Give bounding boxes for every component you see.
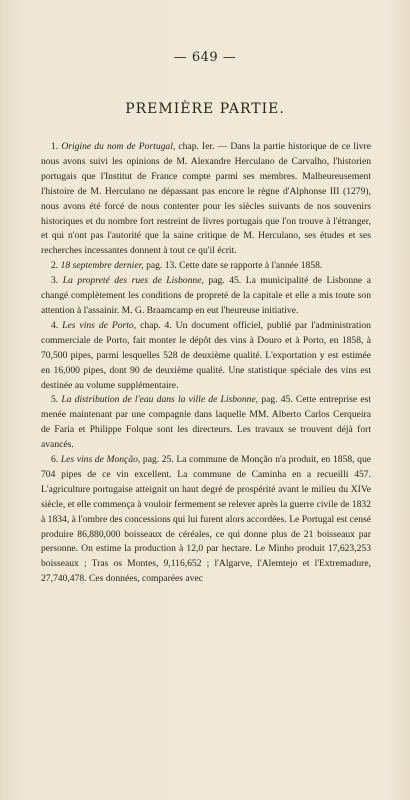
note-title: La propreté des rues de Lisbonne, bbox=[62, 275, 204, 287]
note-3 bbox=[41, 274, 371, 319]
note-number: 4. bbox=[51, 319, 59, 331]
note-5 bbox=[41, 393, 371, 453]
note-2 bbox=[41, 259, 371, 274]
note-title: Les vins de Monção, bbox=[60, 454, 141, 466]
note-number: 1. bbox=[51, 141, 59, 152]
note-title: Les vins de Porto, bbox=[62, 319, 137, 331]
note-1 bbox=[41, 140, 371, 259]
note-title: La distribution de l'eau dans la ville de Lisbonne, bbox=[61, 394, 259, 406]
note-number: 3. bbox=[51, 275, 59, 287]
note-4 bbox=[41, 319, 371, 394]
note-6 bbox=[41, 453, 371, 587]
part-title: PREMIÈRE PARTIE. bbox=[125, 101, 285, 117]
note-text: chap. Ier. — Dans la partie historique de ce livre nous avons suivi les opinions de M. Alexandre Herculano de Carvalho, l'historien portugais que l'Institut de France compte parmi ses membres. Malheureusement l'histoire de M. Herculano ne dépassant pas encore le règne d'Alphonse III (1279), nous avons été forcé de nous contenter pour les siècles suivants de nos souvenirs historiques et du nombre fort restreint de livres portugais que l'on trouve à l'étranger, et qui n'ont pas l'autorité que la saine critique de M. Herculano, ses études et ses recherches incessantes donnent à tout ce qu'il écrit. bbox=[41, 141, 371, 257]
page-number: — 649 — bbox=[173, 50, 237, 65]
note-number: 6. bbox=[51, 454, 59, 466]
note-text: pag. 13. Cette date se rapporte à l'année 1858. bbox=[146, 260, 323, 272]
note-title: Origine du nom de Portugal, bbox=[61, 141, 176, 152]
note-title: 18 septembre dernier, bbox=[60, 260, 144, 272]
note-text: pag. 45. La municipalité de Lisbonne a changé complètement les conditions de propreté de la capitale et elle a mis toute son attention à l'assainir. M. G. Braamcamp en eut l'heureuse initiative. bbox=[41, 275, 371, 316]
note-number: 5. bbox=[51, 394, 59, 406]
note-number: 2. bbox=[51, 260, 59, 272]
note-text: pag. 25. La commune de Monção n'a produit, en 1858, que 704 pipes de ce vin excellent. La commune de Caminha en a recueilli 457. L'agriculture portugaise atteignit un haut degré de prospérité avant le milieu du XIVe siècle, et elle commença à vouloir fermement se relever après la guerre civile de 1832 à 1834, à l'ombre des concessions qui lui furent alors accordées. Le Portugal est censé produire 86,880,000 boisseaux de céréales, ce qui donne plus de 21 boisseaux par personne. On estime la production à 12,0 par hectare. Le Minho produit 17,623,253 boisseaux ; Tras os Montes, 9,116,652 ; l'Algarve, l'Alemtejo et l'Extremadure, 27,740,478. Ces données, comparées avec bbox=[41, 454, 371, 585]
note-text: chap. 4. Un document officiel, publié par l'administration commerciale de Porto, fait monter le dépôt des vins à Douro et à Porto, en 1858, à 70,500 pipes, parmi lesquelles 528 de deuxième qualité. L'exportation y est estimée en 16,000 pipes, dont 90 de deuxième qualité. Une statistique spéciale des vins est destinée au volume supplémentaire. bbox=[41, 319, 371, 391]
notes-body bbox=[41, 140, 371, 587]
note-text: pag. 45. Cette entreprise est menée maintenant par une compagnie dans laquelle MM. Alberto Carlos Cerqueira de Faria et Philippe Folque sont les directeurs. Les travaux se trouvent déjà fort avancés. bbox=[41, 394, 371, 451]
